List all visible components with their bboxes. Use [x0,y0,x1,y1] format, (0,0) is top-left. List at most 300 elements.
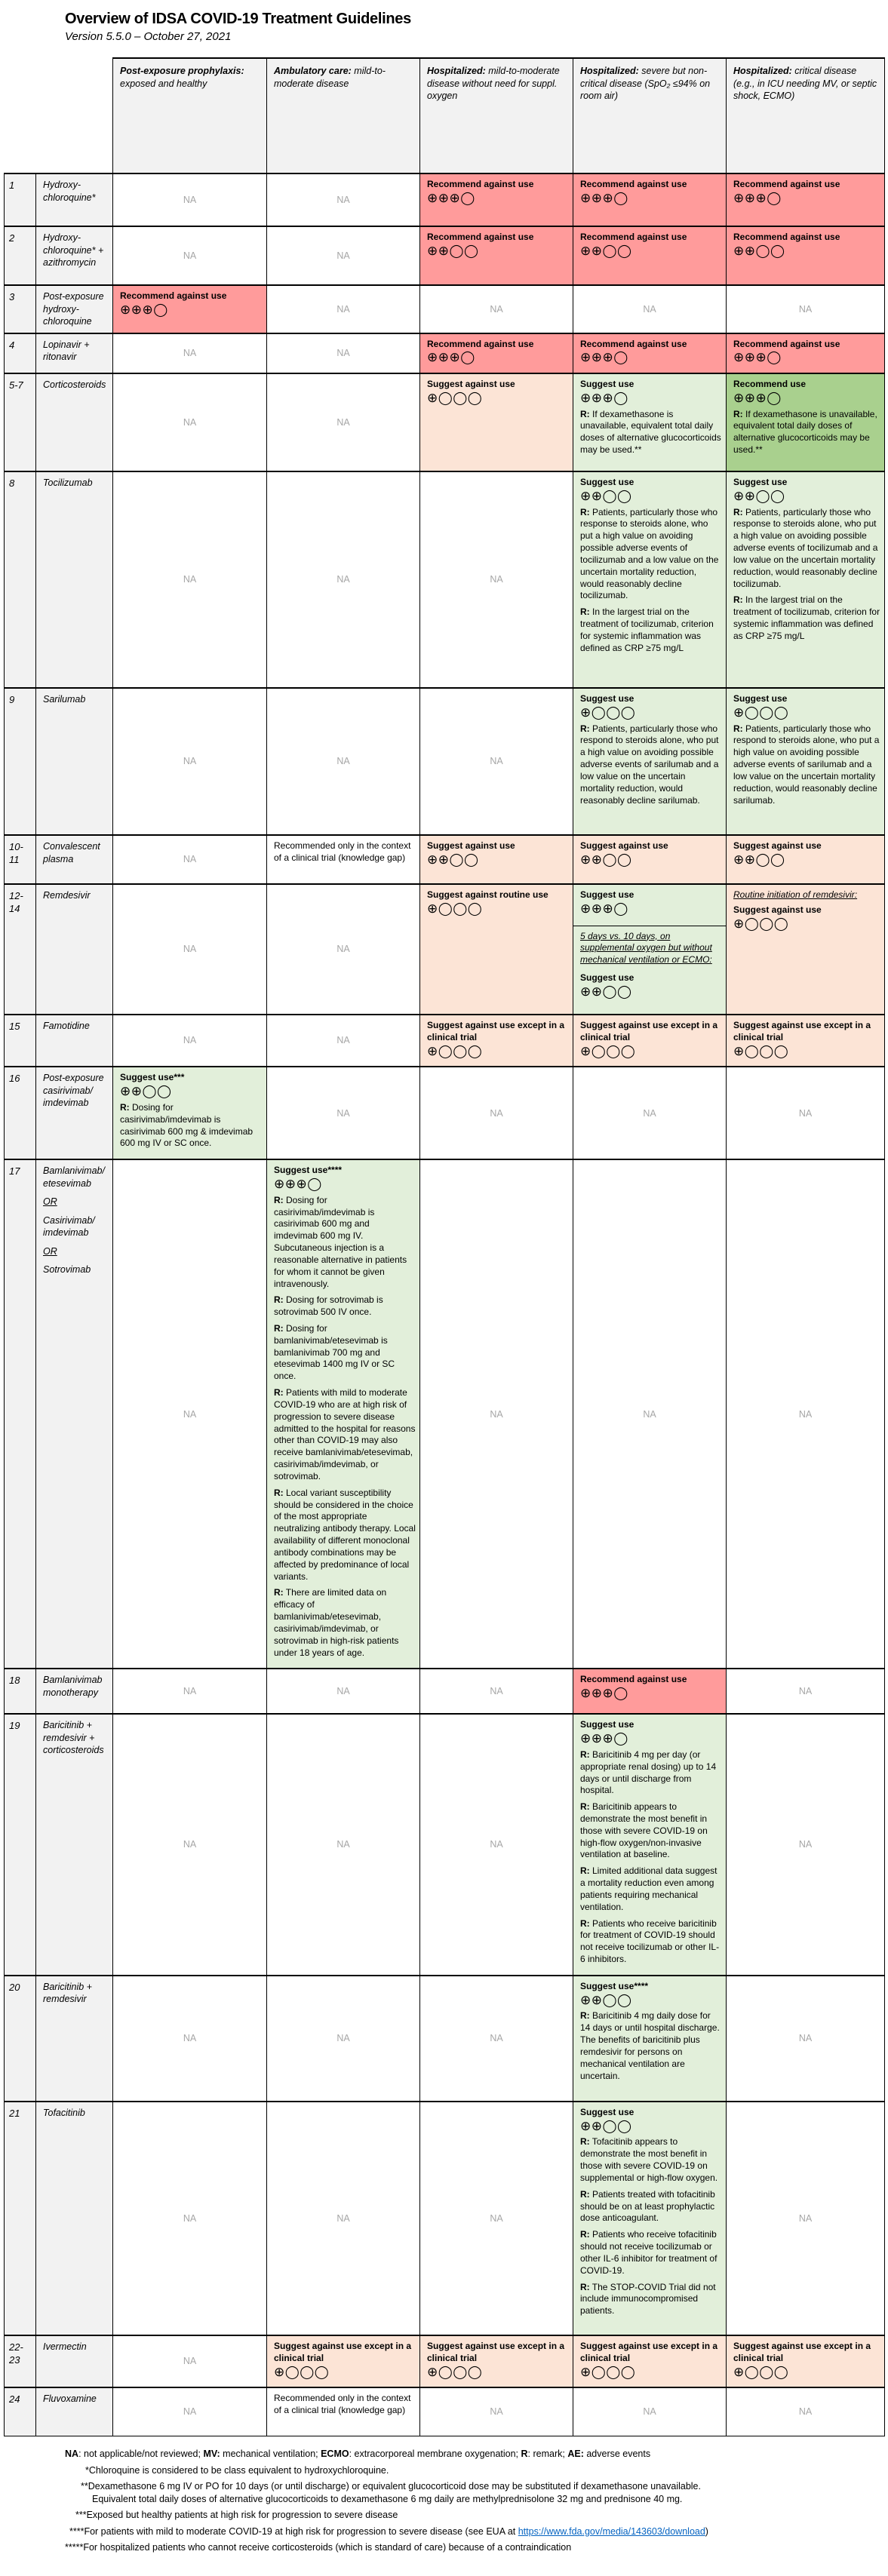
na-cell: NA [267,226,420,285]
abbrev-value: : extracorporeal membrane oxygenation; [349,2449,521,2459]
evidence-grade-icon: ⊕⊕⊕◯ [427,350,475,365]
remark-prefix: R: [580,2281,590,2292]
na-cell: NA [573,1159,727,1669]
na-cell: NA [113,173,267,226]
table-row [5,333,885,374]
na-cell: NA [267,373,420,471]
remark [120,1102,263,1150]
drug-name-cell [36,333,113,374]
column-header-bold: Post-exposure prophylaxis: [120,66,244,76]
abbrev-key: R [521,2449,528,2459]
remark-prefix: R: [580,606,590,618]
recommendation-label: Suggest against use except in a clinical trial [580,2340,718,2363]
recommendation-cell [267,835,420,884]
na-cell: NA [420,471,573,688]
column-header-hosp-critical [727,58,885,173]
remark [580,1801,722,1861]
recommendation-label: Recommend against use [733,232,840,242]
drug-name: Post-exposure hydroxy-chloroquine [43,291,104,327]
recommendation-cell [573,173,727,226]
column-header-hosp-mild [420,58,573,173]
remark-text: Baricitinib appears to demonstrate the most benefit in those with severe COVID-19 on high-flow oxygen/non-invasive ventilation at baseline. [580,1801,708,1860]
remark-prefix: R: [580,408,590,419]
na-cell: NA [420,2102,573,2335]
recommendation-cell [727,688,885,835]
column-header-rest: critical disease (e.g., in ICU needing MV, or septic shock, ECMO) [733,66,877,101]
footnotes [65,2449,708,2559]
recommendation-cell [573,1669,727,1714]
recommendation-label: Suggest against use except in a clinical trial [733,1020,871,1042]
recommendation-label: Suggest use**** [580,1980,649,1991]
remark-text: If dexamethasone is unavailable, equivalent total daily doses of alternative glucocorticoids may be used.** [733,408,877,456]
na-cell: NA [267,333,420,374]
na-cell: NA [113,333,267,374]
recommendation-label: Suggest against use [733,840,822,852]
recommendation-cell [573,1976,727,2102]
na-cell: NA [573,285,727,333]
na-cell: NA [113,1669,267,1714]
remark-text: If dexamethasone is unavailable, equivalent total daily doses of alternative glucocorticoids may be used.** [580,408,721,456]
na-cell: NA [727,1714,885,1976]
recommendation-cell [267,1159,420,1669]
na-cell: NA [727,285,885,333]
table-row [5,226,885,285]
na-cell: NA [113,1015,267,1067]
evidence-grade-icon: ⊕◯◯◯ [427,2364,483,2379]
row-number: 24 [5,2387,36,2436]
na-cell: NA [113,2102,267,2335]
remark-prefix: R: [274,1387,284,1399]
recommendation-label: Suggest use [580,379,635,390]
recommendation-label: Recommend against use [733,338,840,349]
na-cell: NA [113,688,267,835]
remark-prefix: R: [580,2010,590,2022]
evidence-grade-icon: ⊕⊕⊕◯ [580,350,628,365]
or-separator: OR [43,1196,57,1208]
remark [274,1387,416,1483]
column-header-bold: Hospitalized: [580,66,639,76]
remark-text: There are limited data on efficacy of bamlanivimab/etesevimab, casirivimab/imdevimab, or sotrovimab in high-risk patients under 18 years of age. [274,1587,399,1658]
na-cell: NA [267,1714,420,1976]
table-row [5,471,885,688]
recommendation-cell [420,2335,573,2387]
remark [580,1918,722,1966]
na-cell: NA [420,1714,573,1976]
evidence-grade-icon: ⊕◯◯◯ [427,901,483,916]
remark [580,606,722,654]
remark-prefix: R: [580,1917,590,1929]
recommendation-cell [573,2335,727,2387]
na-cell: NA [420,1976,573,2102]
drug-name-cell [36,2387,113,2436]
remark-text: Local variant susceptibility should be considered in the choice of the most appropriate neutralizing antibody therapy. Local availability of different monoclonal antibody combinations may be affected by predominance of local variants. [274,1487,416,1582]
na-cell: NA [267,1067,420,1159]
recommendation-cell [420,884,573,1015]
remark [580,1865,722,1913]
remark-prefix: R: [733,506,743,517]
remark [580,2282,722,2317]
remark-text: Dosing for sotrovimab is sotrovimab 500 IV once. [274,1294,383,1318]
remark-text: Tofacitinib appears to demonstrate the most benefit in those with severe COVID-19 on supplemental or high-flow oxygen. [580,2136,718,2183]
evidence-grade-icon: ⊕⊕⊕◯ [120,302,168,317]
row-number: 18 [5,1669,36,1714]
table-row [5,1669,885,1714]
footnote-4-text: ****For patients with mild to moderate COVID-19 at high risk for progression to severe disease (see EUA at [69,2525,518,2537]
recommendation-label: Suggest use [580,693,635,705]
drug-name-cell [36,2335,113,2387]
remark [580,2136,722,2184]
table-row [5,1067,885,1159]
table-row [5,2102,885,2335]
recommendation-cell [727,226,885,285]
drug-name: Bamlanivimab/ etesevimab [43,1165,105,1189]
remark [274,1488,416,1583]
evidence-grade-icon: ⊕⊕◯◯ [733,488,785,503]
row-number: 4 [5,333,36,374]
recommendation-cell [420,226,573,285]
drug-name-cell [36,1015,113,1067]
na-cell: NA [727,2102,885,2335]
evidence-grade-icon: ⊕⊕◯◯ [733,243,785,258]
na-cell: NA [113,1159,267,1669]
na-cell: NA [267,884,420,1015]
drug-name: Hydroxy-chloroquine* [43,180,96,203]
remark [274,1195,416,1291]
recommendation-cell [727,373,885,471]
na-cell: NA [420,2387,573,2436]
recommendation-label: Suggest against use except in a clinical trial [427,1020,565,1042]
recommendation-cell [573,2102,727,2335]
remark [274,1587,416,1659]
remark [580,507,722,603]
footnote-2-cont: Equivalent total daily doses of alternative glucocorticoids to dexamethasone 6 mg daily are methylprednisolone 32 mg and prednisone 40 mg. [92,2493,683,2504]
remark [733,594,880,642]
remark-prefix: R: [274,1587,284,1598]
na-cell: NA [113,226,267,285]
na-cell: NA [420,688,573,835]
evidence-grade-icon: ⊕⊕⊕◯ [733,390,782,405]
recommendation-label: Suggest use [733,693,788,705]
column-header-pep [113,58,267,173]
evidence-grade-icon: ⊕◯◯◯ [427,1043,483,1058]
remark-text: Dosing for casirivimab/imdevimab is casirivimab 600 mg & imdevimab 600 mg IV or SC once. [120,1101,253,1149]
row-number: 1 [5,173,36,226]
evidence-grade-icon: ⊕⊕⊕◯ [580,390,628,405]
evidence-grade-icon: ⊕⊕◯◯ [580,488,632,503]
remark-prefix: R: [274,1322,284,1334]
table-row [5,688,885,835]
evidence-grade-icon: ⊕⊕⊕◯ [274,1177,322,1192]
column-header-rest: mild-to-moderate disease [274,66,386,89]
drug-name: Famotidine [43,1021,90,1032]
row-number: 8 [5,471,36,688]
condition-label: 5 days vs. 10 days, on supplemental oxygen but without mechanical ventilation or ECMO: [580,930,712,966]
remark-text: In the largest trial on the treatment of tocilizumab, criterion for systemic inflammation was defined as CRP ≥75 mg/L [580,606,714,653]
abbrev-value: mechanical ventilation; [220,2449,321,2459]
recommendation-cell [573,884,727,1015]
evidence-grade-icon: ⊕◯◯◯ [733,2364,789,2379]
recommendation-cell [113,1067,267,1159]
remark-prefix: R: [580,2188,590,2200]
drug-name-cell [36,1067,113,1159]
guidelines-table [4,57,885,2436]
or-separator: OR [43,1245,57,1257]
recommendation-cell [727,471,885,688]
evidence-grade-icon: ⊕⊕⊕◯ [580,1686,628,1701]
na-cell: NA [113,835,267,884]
drug-name-cell [36,173,113,226]
remark-text: Patients, particularly those who response to steroids alone, who put a high value on avoiding possible adverse events of tocilizumab and a low value on the uncertain mortality reduction, would reasonably decline tocilizumab. [580,506,719,601]
drug-name-cell [36,2102,113,2335]
recommendation-label: Suggest use [580,1719,635,1730]
cell-text: Recommended only in the context of a clinical trial (knowledge gap) [274,2393,411,2416]
na-cell: NA [267,1669,420,1714]
evidence-grade-icon: ⊕⊕⊕◯ [733,190,782,205]
evidence-grade-icon: ⊕◯◯◯ [580,1043,636,1058]
remark-prefix: R: [274,1194,284,1205]
row-number: 10-11 [5,835,36,884]
drug-name-cell [36,688,113,835]
recommendation-label: Suggest use**** [274,1165,343,1176]
remark [274,1323,416,1383]
fda-eua-link[interactable]: https://www.fda.gov/media/143603/download [518,2525,705,2537]
footnote-abbreviations [65,2449,708,2459]
row-number: 17 [5,1159,36,1669]
recommendation-label: Recommend against use [427,232,534,242]
drug-name: Tofacitinib [43,2107,85,2118]
row-number: 16 [5,1067,36,1159]
remark-text: Dosing for bamlanivimab/etesevimab is bamlanivimab 700 mg and etesevimab 1400 mg IV or SC once. [274,1322,395,1382]
recommendation-cell [420,173,573,226]
recommendation-label: Recommend against use [733,179,840,189]
na-cell: NA [727,1067,885,1159]
column-header-hosp-severe [573,58,727,173]
evidence-grade-icon: ⊕◯◯◯ [733,705,789,720]
evidence-grade-icon: ⊕⊕⊕◯ [580,190,628,205]
recommendation-cell [727,173,885,226]
recommendation-label: Recommend against use [580,1674,687,1685]
recommendation-label: Suggest against use except in a clinical trial [427,2340,565,2363]
header-blank [5,58,113,173]
recommendation-label: Suggest against routine use [427,889,548,901]
recommendation-label: Suggest use [580,477,635,488]
row-number: 15 [5,1015,36,1067]
remark-text: Patients with mild to moderate COVID-19 who are at high risk of progression to severe disease admitted to the hospital for reasons other than COVID-19 may also receive bamlanivimab/etesevimab, casirivimab/imdevimab, or sotrovimab. [274,1387,416,1481]
footnote-4-close: ) [705,2525,708,2537]
na-cell: NA [727,2387,885,2436]
drug-name: Tocilizumab [43,477,93,489]
evidence-grade-icon: ⊕⊕◯◯ [580,243,632,258]
remark [580,723,722,807]
remark [580,2229,722,2277]
column-header-bold: Ambulatory care: [274,66,352,76]
remark-text: The STOP-COVID Trial did not include immunocompromised patients. [580,2281,716,2317]
recommendation-cell [113,285,267,333]
row-number: 19 [5,1714,36,1976]
evidence-grade-icon: ⊕◯◯◯ [580,705,636,720]
recommendation-label: Suggest use [580,972,635,984]
na-cell: NA [267,471,420,688]
evidence-grade-icon: ⊕⊕◯◯ [580,852,632,867]
evidence-grade-icon: ⊕◯◯◯ [733,916,789,931]
remark-text: Patients, particularly those who response to steroids alone, who put a high value on avoiding possible adverse events of tocilizumab and a low value on the uncertain mortality reduction, would reasonably decline tocilizumab. [733,506,878,589]
row-number: 2 [5,226,36,285]
recommendation-cell [727,1015,885,1067]
drug-name: Ivermectin [43,2341,87,2352]
na-cell: NA [113,373,267,471]
remark-prefix: R: [733,723,743,734]
column-header-row [5,58,885,173]
page-title: Overview of IDSA COVID-19 Treatment Guidelines [65,11,411,27]
abbrev-key: MV: [203,2449,220,2459]
na-cell: NA [267,173,420,226]
remark-text: Patients who receive tofacitinib should not receive tocilizumab or other IL-6 inhibitor for treatment of COVID-19. [580,2229,717,2276]
na-cell: NA [267,1015,420,1067]
na-cell: NA [573,1067,727,1159]
recommendation-cell [573,835,727,884]
na-cell: NA [113,2387,267,2436]
abbrev-key: NA [65,2449,79,2459]
footnote-1: *Chloroquine is considered to be class equivalent to hydroxychloroquine. [85,2464,389,2476]
drug-name-cell [36,1976,113,2102]
drug-name-cell [36,285,113,333]
recommendation-label: Recommend use [733,379,807,390]
remark-prefix: R: [580,506,590,517]
drug-name: Casirivimab/ imdevimab [43,1214,95,1239]
table-row [5,1159,885,1669]
recommendation-cell [573,688,727,835]
table-row [5,1015,885,1067]
remark-prefix: R: [120,1101,130,1113]
recommendation-cell [727,835,885,884]
evidence-grade-icon: ⊕⊕⊕◯ [580,901,628,916]
evidence-grade-icon: ⊕⊕◯◯ [427,852,479,867]
recommendation-label: Suggest use [580,2106,635,2117]
remark-text: In the largest trial on the treatment of tocilizumab, criterion for systemic inflammation was defined as CRP ≥75 mg/L [733,594,880,641]
remark [580,2010,722,2082]
cell-text: Recommended only in the context of a clinical trial (knowledge gap) [274,840,411,863]
remark-prefix: R: [733,594,743,606]
remark-prefix: R: [274,1294,284,1306]
remark-prefix: R: [580,1749,590,1760]
remark-prefix: R: [580,2136,590,2148]
na-cell: NA [267,2102,420,2335]
drug-name-cell [36,884,113,1015]
row-number: 9 [5,688,36,835]
remark-prefix: R: [580,2229,590,2240]
na-cell: NA [727,1159,885,1669]
recommendation-label: Recommend against use [427,338,534,349]
recommendation-label: Recommend against use [580,338,687,349]
abbrev-key: AE: [567,2449,584,2459]
recommendation-label: Recommend against use [580,179,687,189]
table-row [5,285,885,333]
na-cell: NA [267,1976,420,2102]
recommendation-label: Suggest against use [733,904,822,915]
evidence-grade-icon: ⊕⊕⊕◯ [733,350,782,365]
row-number: 21 [5,2102,36,2335]
table-row [5,884,885,1015]
evidence-grade-icon: ⊕⊕◯◯ [580,984,632,999]
recommendation-label: Suggest against use except in a clinical trial [580,1020,718,1042]
row-number: 5-7 [5,373,36,471]
remark [580,2189,722,2224]
evidence-grade-icon: ⊕◯◯◯ [733,1043,789,1058]
evidence-grade-icon: ⊕⊕◯◯ [733,852,785,867]
na-cell: NA [420,1159,573,1669]
row-number: 20 [5,1976,36,2102]
na-cell: NA [113,884,267,1015]
footnote-3: ***Exposed but healthy patients at high risk for progression to severe disease [75,2510,398,2520]
evidence-grade-icon: ⊕◯◯◯ [427,390,483,405]
na-cell: NA [420,1067,573,1159]
remark-text: Limited additional data suggest a mortality reduction even among patients requiring mechanical ventilation. [580,1865,717,1912]
remark-text: Dosing for casirivimab/imdevimab is casirivimab 600 mg and imdevimab 600 mg IV. Subcutaneous injection is a reasonable alternative in patients for whom it cannot be given intravenously. [274,1194,407,1289]
recommendation-label: Suggest use*** [120,1072,185,1083]
column-header-rest: severe but non-critical disease (SpO₂ ≤94% on room air) [580,66,711,101]
drug-name-cell [36,1669,113,1714]
drug-name: Bamlanivimab monotherapy [43,1675,103,1698]
na-cell: NA [113,2335,267,2387]
recommendation-label: Suggest against use except in a clinical trial [274,2340,412,2363]
na-cell: NA [573,2387,727,2436]
recommendation-cell [420,373,573,471]
drug-name: Hydroxy-chloroquine* + azithromycin [43,232,104,268]
drug-name: Baricitinib + remdesivir [43,1981,92,2005]
remark-prefix: R: [580,1865,590,1877]
remark [733,409,880,456]
remark-text: Patients who receive baricitinib for treatment of COVID-19 should not receive tocilizumab or other IL-6 inhibitors. [580,1917,720,1965]
table-row [5,1714,885,1976]
na-cell: NA [267,285,420,333]
recommendation-cell [573,471,727,688]
recommendation-cell [727,884,885,1015]
recommendation-cell [420,333,573,374]
table-row [5,1976,885,2102]
drug-name: Baricitinib + remdesivir + corticosteroids [43,1720,104,1756]
recommendation-cell [420,1015,573,1067]
table-row [5,173,885,226]
evidence-grade-icon: ⊕⊕◯◯ [580,1992,632,2007]
drug-name-cell [36,1714,113,1976]
abbrev-value: adverse events [583,2449,651,2459]
column-header-bold: Hospitalized: [733,66,792,76]
remark [733,507,880,591]
remark-text: Patients, particularly those who respond to steroids alone, who put a high value on avoiding possible adverse events of sarilumab and a low value on the uncertain mortality reduction, would reasonably decline sarilumab. [580,723,719,806]
recommendation-label: Recommend against use [427,179,534,189]
na-cell: NA [267,688,420,835]
drug-name-cell [36,226,113,285]
recommendation-label: Suggest against use except in a clinical trial [733,2340,871,2363]
table-row [5,835,885,884]
na-cell: NA [113,471,267,688]
drug-name: Fluvoxamine [43,2393,97,2405]
na-cell: NA [113,1714,267,1976]
recommendation-label: Suggest against use [427,379,515,390]
abbrev-value: : remark; [527,2449,568,2459]
na-cell: NA [727,1976,885,2102]
footnote-2: **Dexamethasone 6 mg IV or PO for 10 days (or until discharge) or equivalent glucocorticoid dose may be substituted if dexamethasone unavailable. [81,2481,701,2492]
remark [733,723,880,807]
recommendation-label: Suggest use [733,477,788,488]
recommendation-label: Recommend against use [120,290,227,301]
table-row [5,373,885,471]
recommendation-cell [267,2387,420,2436]
drug-name: Post-exposure casirivimab/ imdevimab [43,1073,104,1109]
drug-name-cell [36,373,113,471]
abbrev-key: ECMO [321,2449,349,2459]
footnote-5: *****For hospitalized patients who cannot receive corticosteroids (which is standard of care) because of a contraindication [65,2542,572,2553]
